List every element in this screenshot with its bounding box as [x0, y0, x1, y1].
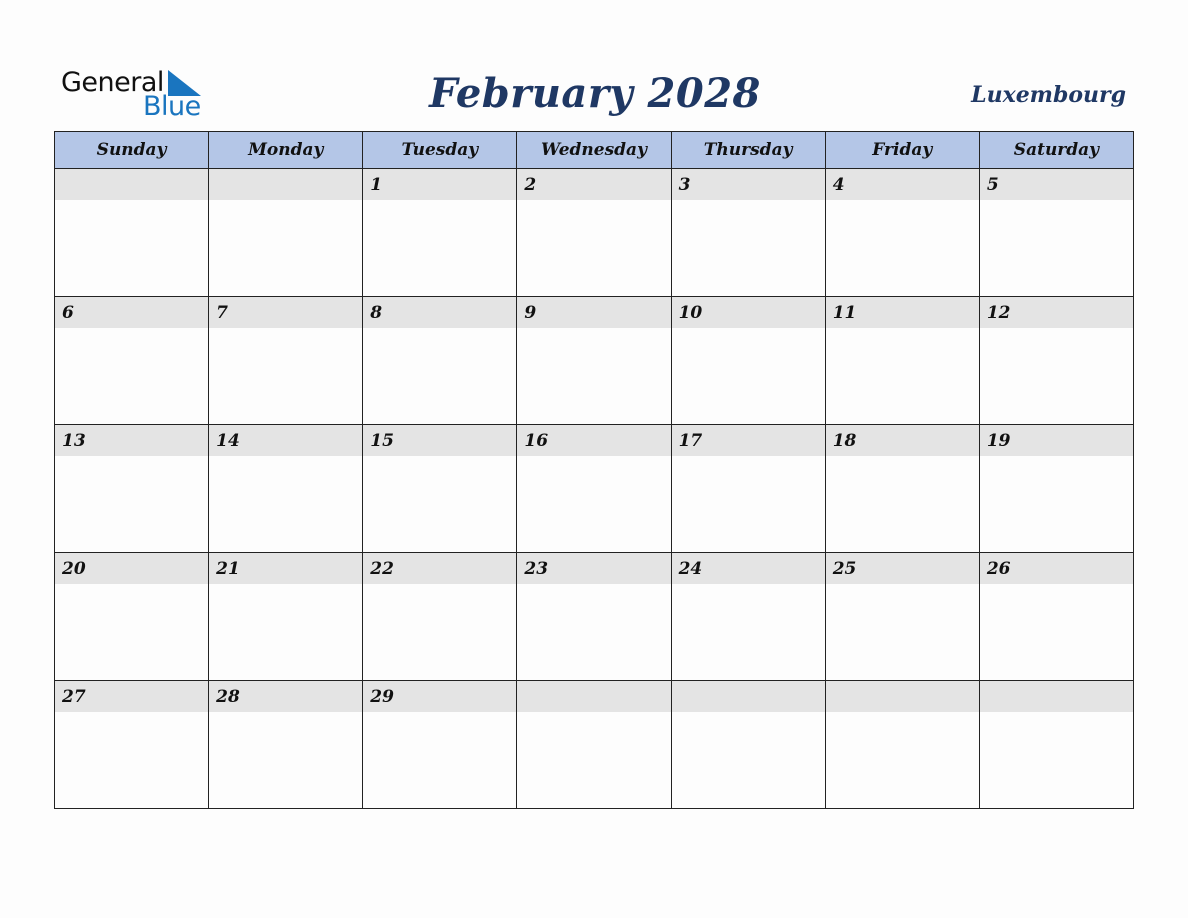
day-cell[interactable] [671, 169, 825, 297]
day-cell[interactable] [363, 553, 517, 681]
day-number: 28 [209, 681, 362, 712]
day-cell[interactable] [55, 681, 209, 809]
week-row [55, 425, 1134, 553]
day-number [980, 681, 1133, 712]
day-cell[interactable] [825, 297, 979, 425]
day-cell[interactable] [55, 169, 209, 297]
logo-text-general: General [61, 67, 164, 98]
day-number: 14 [209, 425, 362, 456]
day-cell[interactable] [671, 297, 825, 425]
day-number: 25 [826, 553, 979, 584]
week-row [55, 681, 1134, 809]
weekday-monday: Monday [209, 132, 363, 169]
day-cell[interactable] [671, 425, 825, 553]
day-cell[interactable] [517, 553, 671, 681]
day-number: 29 [363, 681, 516, 712]
day-cell[interactable] [517, 297, 671, 425]
day-cell[interactable] [517, 681, 671, 809]
weekday-thursday: Thursday [671, 132, 825, 169]
day-cell[interactable] [55, 297, 209, 425]
day-cell[interactable] [517, 169, 671, 297]
day-cell[interactable] [979, 553, 1133, 681]
day-number: 24 [672, 553, 825, 584]
weekday-friday: Friday [825, 132, 979, 169]
day-cell[interactable] [363, 297, 517, 425]
calendar-grid [54, 131, 1134, 809]
day-number [826, 681, 979, 712]
day-number: 13 [55, 425, 208, 456]
country-label: Luxembourg [971, 82, 1126, 108]
day-number: 22 [363, 553, 516, 584]
weekday-wednesday: Wednesday [517, 132, 671, 169]
day-number: 5 [980, 169, 1133, 200]
week-row [55, 169, 1134, 297]
day-cell[interactable] [671, 553, 825, 681]
day-cell[interactable] [55, 553, 209, 681]
day-number [209, 169, 362, 200]
day-cell[interactable] [363, 169, 517, 297]
day-number: 4 [826, 169, 979, 200]
day-number: 10 [672, 297, 825, 328]
day-cell[interactable] [825, 169, 979, 297]
day-cell[interactable] [979, 681, 1133, 809]
weekday-saturday: Saturday [979, 132, 1133, 169]
calendar-title: February 2028 [429, 70, 761, 117]
day-cell[interactable] [209, 553, 363, 681]
day-number: 12 [980, 297, 1133, 328]
day-cell[interactable] [363, 425, 517, 553]
day-cell[interactable] [825, 553, 979, 681]
logo-text-blue: Blue [143, 91, 201, 122]
generalblue-logo [61, 67, 211, 123]
day-cell[interactable] [825, 681, 979, 809]
day-number: 27 [55, 681, 208, 712]
day-cell[interactable] [825, 425, 979, 553]
day-cell[interactable] [363, 681, 517, 809]
day-number: 18 [826, 425, 979, 456]
day-number [517, 681, 670, 712]
day-number: 20 [55, 553, 208, 584]
day-number: 26 [980, 553, 1133, 584]
day-number: 3 [672, 169, 825, 200]
day-cell[interactable] [979, 169, 1133, 297]
day-number: 17 [672, 425, 825, 456]
day-number: 8 [363, 297, 516, 328]
week-row [55, 553, 1134, 681]
day-cell[interactable] [979, 297, 1133, 425]
day-number: 19 [980, 425, 1133, 456]
day-number: 6 [55, 297, 208, 328]
day-cell[interactable] [55, 425, 209, 553]
day-number [55, 169, 208, 200]
weekday-tuesday: Tuesday [363, 132, 517, 169]
day-number: 23 [517, 553, 670, 584]
day-number: 11 [826, 297, 979, 328]
day-number: 16 [517, 425, 670, 456]
day-number: 2 [517, 169, 670, 200]
day-cell[interactable] [209, 681, 363, 809]
day-cell[interactable] [209, 297, 363, 425]
day-cell[interactable] [517, 425, 671, 553]
day-cell[interactable] [979, 425, 1133, 553]
day-number: 21 [209, 553, 362, 584]
weekday-sunday: Sunday [55, 132, 209, 169]
weekday-header-row [55, 132, 1134, 169]
week-row [55, 297, 1134, 425]
day-number: 9 [517, 297, 670, 328]
day-cell[interactable] [209, 169, 363, 297]
day-number: 15 [363, 425, 516, 456]
day-number [672, 681, 825, 712]
day-cell[interactable] [671, 681, 825, 809]
day-cell[interactable] [209, 425, 363, 553]
day-number: 1 [363, 169, 516, 200]
day-number: 7 [209, 297, 362, 328]
